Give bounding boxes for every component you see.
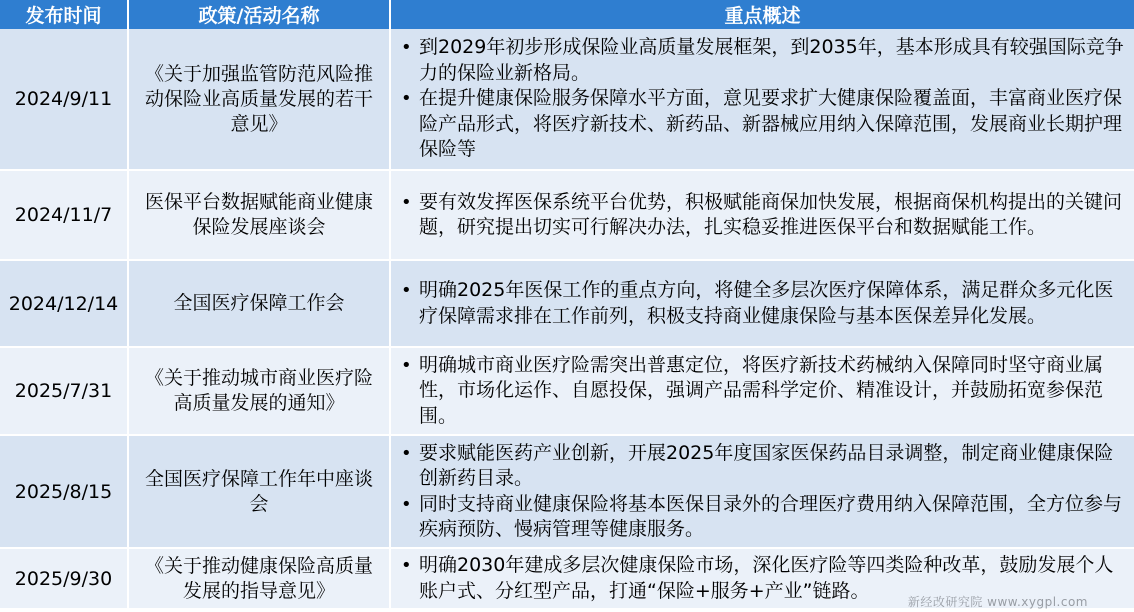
row-policy-name: 《关于加强监管防范风险推动保险业高质量发展的若干意见》 [128, 29, 390, 170]
summary-text: 到2029年初步形成保险业高质量发展框架，到2035年，基本形成具有较强国际竞争力的保险业新格局。 [419, 36, 1124, 84]
table-row [0, 347, 1134, 435]
table-row [0, 29, 1134, 170]
row-summary [390, 347, 1134, 435]
row-date: 2025/7/31 [0, 347, 128, 435]
row-date: 2024/9/11 [0, 29, 128, 170]
row-policy-name: 全国医疗保障工作会 [128, 260, 390, 347]
summary-text: 明确2025年医保工作的重点方向，将健全多层次医疗保障体系，满足群众多元化医疗保障需求排在工作前列，积极支持商业健康保险与基本医保差异化发展。 [419, 279, 1114, 327]
bullet-icon: • [401, 280, 412, 301]
summary-point [395, 278, 1126, 329]
summary-point [395, 190, 1126, 241]
summary-list [395, 278, 1126, 329]
summary-text: 明确城市商业医疗险需突出普惠定位，将医疗新技术药械纳入保障同时坚守商业属性，市场化运作、自愿投保，强调产品需科学定价、精准设计，并鼓励拓宽参保范围。 [419, 353, 1104, 427]
header-summary: 重点概述 [390, 0, 1134, 29]
table-row [0, 170, 1134, 260]
row-policy-name: 全国医疗保障工作年中座谈会 [128, 435, 390, 548]
summary-text: 在提升健康保险服务保障水平方面，意见要求扩大健康保险覆盖面，丰富商业医疗保险产品形式，将医疗新技术、新药品、新器械应用纳入保障范围，发展商业长期护理保险等 [419, 87, 1123, 161]
table-row [0, 260, 1134, 347]
summary-list [395, 441, 1126, 543]
row-summary [390, 29, 1134, 170]
summary-point [395, 441, 1126, 492]
row-policy-name: 《关于推动健康保险高质量发展的指导意见》 [128, 548, 390, 609]
bullet-icon: • [401, 555, 412, 576]
watermark: 新经改研究院 www.xygpl.com [907, 595, 1088, 609]
row-date: 2025/8/15 [0, 435, 128, 548]
row-summary [390, 170, 1134, 260]
bullet-icon: • [401, 493, 412, 515]
summary-point [395, 353, 1126, 430]
table-row [0, 435, 1134, 548]
summary-text: 明确2030年建成多层次健康保险市场，深化医疗险等四类险种改革，鼓励发展个人账户式、分红型产品，打通“保险+服务+产业”链路。 [419, 554, 1114, 602]
summary-list [395, 35, 1126, 163]
row-policy-name: 《关于推动城市商业医疗险高质量发展的通知》 [128, 347, 390, 435]
summary-text: 要有效发挥医保系统平台优势，积极赋能商保加快发展，根据商保机构提出的关键问题，研究提出切实可行解决办法，扎实稳妥推进医保平台和数据赋能工作。 [419, 190, 1123, 238]
summary-text: 同时支持商业健康保险将基本医保目录外的合理医疗费用纳入保障范围，全方位参与疾病预防、慢病管理等健康服务。 [419, 492, 1123, 540]
summary-list [395, 190, 1126, 241]
summary-point [395, 492, 1126, 543]
bullet-icon: • [401, 191, 412, 213]
row-date: 2024/11/7 [0, 170, 128, 260]
bullet-icon: • [401, 442, 412, 464]
bullet-icon: • [401, 88, 412, 110]
summary-point [395, 35, 1126, 86]
row-policy-name: 医保平台数据赋能商业健康保险发展座谈会 [128, 170, 390, 260]
row-date: 2024/12/14 [0, 260, 128, 347]
summary-text: 要求赋能医药产业创新，开展2025年度国家医保药品目录调整，制定商业健康保险创新药目录。 [419, 441, 1114, 489]
bullet-icon: • [401, 354, 412, 376]
row-summary [390, 435, 1134, 548]
row-date: 2025/9/30 [0, 548, 128, 609]
row-summary [390, 260, 1134, 347]
bullet-icon: • [401, 37, 412, 59]
summary-list [395, 353, 1126, 430]
header-row [0, 0, 1134, 29]
summary-point [395, 86, 1126, 163]
header-name: 政策/活动名称 [128, 0, 390, 29]
header-date: 发布时间 [0, 0, 128, 29]
